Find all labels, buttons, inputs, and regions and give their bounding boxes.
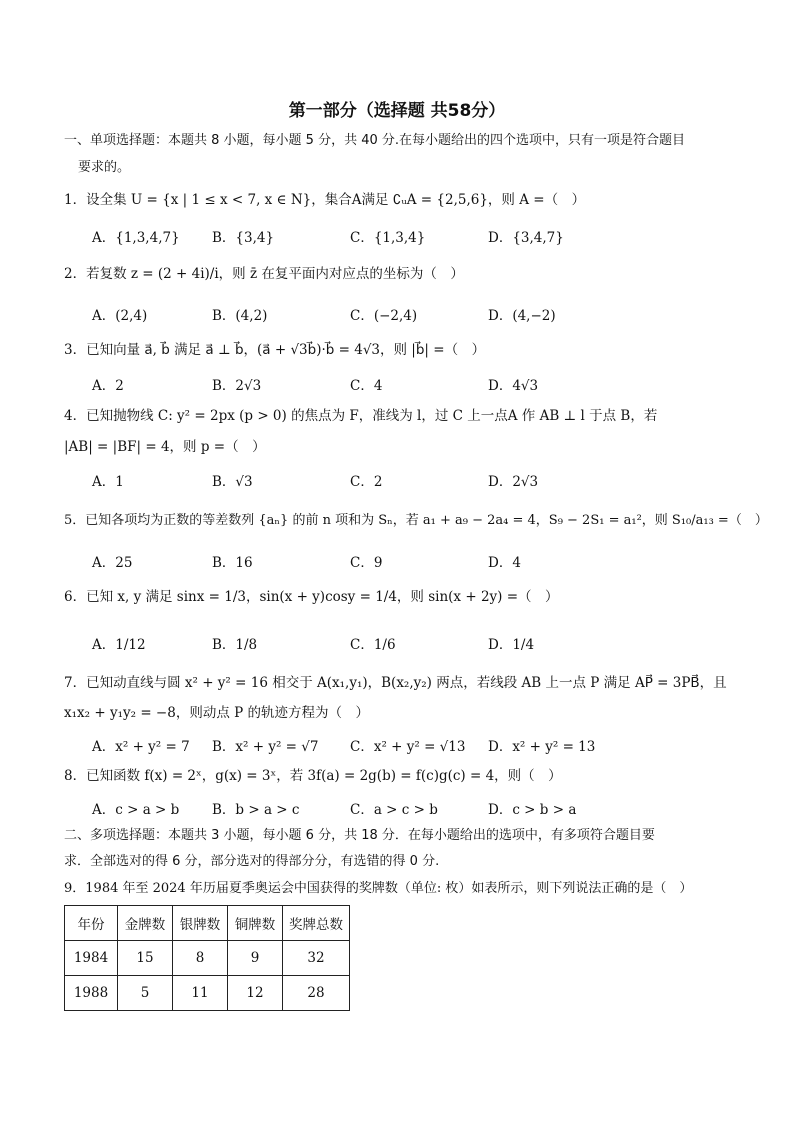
table-cell: 1988 — [65, 976, 118, 1011]
option-a: A．c > a > b — [92, 802, 180, 818]
option-a: A．(2,4) — [92, 308, 148, 324]
question-1-stem: 1．设全集 U = {x | 1 ≤ x < 7, x ∈ N}，集合A满足 ∁ᵤA = {2,5,6}，则 A =（ ） — [64, 192, 586, 208]
question-2-stem: 2．若复数 z = (2 + 4i)/i，则 z̄ 在复平面内对应点的坐标为（ ） — [64, 266, 464, 282]
table-cell: 32 — [283, 941, 350, 976]
option-d: D．c > b > a — [488, 802, 577, 818]
table-row — [65, 976, 350, 1011]
table-cell: 9 — [228, 941, 283, 976]
table-cell: 28 — [283, 976, 350, 1011]
table-cell: 12 — [228, 976, 283, 1011]
table-cell: 15 — [118, 941, 173, 976]
question-8-options — [92, 798, 732, 820]
option-d: D．2√3 — [488, 474, 539, 490]
question-1-options — [92, 226, 732, 248]
question-5-stem: 5．已知各项均为正数的等差数列 {aₙ} 的前 n 项和为 Sₙ，若 a₁ + a₉ − 2a₄ = 4，S₉ − 2S₁ = a₁²，则 S₁₀/a₁₃ =（ ） — [64, 513, 768, 528]
section1-instructions-line2: 要求的。 — [78, 160, 131, 175]
option-a: A．2 — [92, 378, 124, 394]
option-c: C．2 — [350, 474, 383, 490]
page-title: 第一部分（选择题 共58分） — [288, 101, 506, 121]
section2-instructions-line1: 二、多项选择题：本题共 3 小题，每小题 6 分，共 18 分．在每小题给出的选项中，有多项符合题目要 — [64, 828, 655, 843]
question-9-stem: 9．1984 年至 2024 年历届夏季奥运会中国获得的奖牌数（单位: 枚）如表所示，则下列说法正确的是（ ） — [64, 881, 693, 896]
option-a: A．1/12 — [92, 637, 146, 653]
option-a: A．x² + y² = 7 — [92, 739, 190, 755]
table-cell: 1984 — [65, 941, 118, 976]
table-row — [65, 941, 350, 976]
option-c: C．{1,3,4} — [350, 230, 426, 246]
column-header: 年份 — [65, 906, 118, 941]
section2-instructions-line2: 求．全部选对的得 6 分，部分选对的得部分分，有选错的得 0 分. — [64, 854, 440, 869]
table-cell: 8 — [173, 941, 228, 976]
option-b: B．16 — [212, 555, 253, 571]
question-4-options — [92, 470, 732, 492]
question-5-options — [92, 551, 732, 573]
option-b: B．2√3 — [212, 378, 262, 394]
column-header: 金牌数 — [118, 906, 173, 941]
question-3-options — [92, 374, 732, 396]
question-7-stem-line2: x₁x₂ + y₁y₂ = −8，则动点 P 的轨迹方程为（ ） — [64, 705, 369, 721]
table-header-row — [65, 906, 350, 941]
question-7-stem-line1: 7．已知动直线与圆 x² + y² = 16 相交于 A(x₁,y₁)，B(x₂,y₂) 两点，若线段 AB 上一点 P 满足 AP⃗ = 3PB⃗，且 — [64, 675, 727, 691]
option-d: D．1/4 — [488, 637, 535, 653]
section1-instructions-line1: 一、单项选择题：本题共 8 小题，每小题 5 分，共 40 分.在每小题给出的四个选项中，只有一项是符合题目 — [64, 133, 686, 148]
option-b: B．(4,2) — [212, 308, 268, 324]
question-8-stem: 8．已知函数 f(x) = 2ˣ，g(x) = 3ˣ，若 3f(a) = 2g(b) = f(c)g(c) = 4，则（ ） — [64, 768, 562, 784]
table-cell: 11 — [173, 976, 228, 1011]
option-a: A．{1,3,4,7} — [92, 230, 180, 246]
option-a: A．1 — [92, 474, 124, 490]
option-c: C．(−2,4) — [350, 308, 418, 324]
option-d: D．4 — [488, 555, 521, 571]
question-6-options — [92, 633, 732, 655]
option-a: A．25 — [92, 555, 133, 571]
option-d: D．4√3 — [488, 378, 539, 394]
option-d: D．(4,−2) — [488, 308, 556, 324]
question-7-options — [92, 735, 732, 757]
option-b: B．x² + y² = √7 — [212, 739, 319, 755]
option-b: B．1/8 — [212, 637, 258, 653]
question-4-stem-line2: |AB| = |BF| = 4，则 p =（ ） — [64, 439, 266, 455]
table-cell: 5 — [118, 976, 173, 1011]
column-header: 奖牌总数 — [283, 906, 350, 941]
column-header: 银牌数 — [173, 906, 228, 941]
question-6-stem: 6．已知 x, y 满足 sinx = 1/3，sin(x + y)cosy = 1/4，则 sin(x + 2y) =（ ） — [64, 589, 559, 605]
option-c: C．a > c > b — [350, 802, 438, 818]
option-b: B．{3,4} — [212, 230, 275, 246]
option-b: B．b > a > c — [212, 802, 300, 818]
column-header: 铜牌数 — [228, 906, 283, 941]
question-4-stem-line1: 4．已知抛物线 C: y² = 2px (p > 0) 的焦点为 F，准线为 l，过 C 上一点A 作 AB ⊥ l 于点 B，若 — [64, 408, 658, 424]
medal-table — [64, 905, 350, 1011]
option-d: D．{3,4,7} — [488, 230, 564, 246]
option-c: C．1/6 — [350, 637, 396, 653]
option-c: C．4 — [350, 378, 383, 394]
option-d: D．x² + y² = 13 — [488, 739, 596, 755]
option-c: C．9 — [350, 555, 383, 571]
option-b: B．√3 — [212, 474, 253, 490]
question-2-options — [92, 304, 732, 326]
option-c: C．x² + y² = √13 — [350, 739, 466, 755]
question-3-stem: 3．已知向量 a⃗, b⃗ 满足 a⃗ ⊥ b⃗，(a⃗ + √3b⃗)·b⃗ = 4√3，则 |b⃗| =（ ） — [64, 342, 486, 358]
